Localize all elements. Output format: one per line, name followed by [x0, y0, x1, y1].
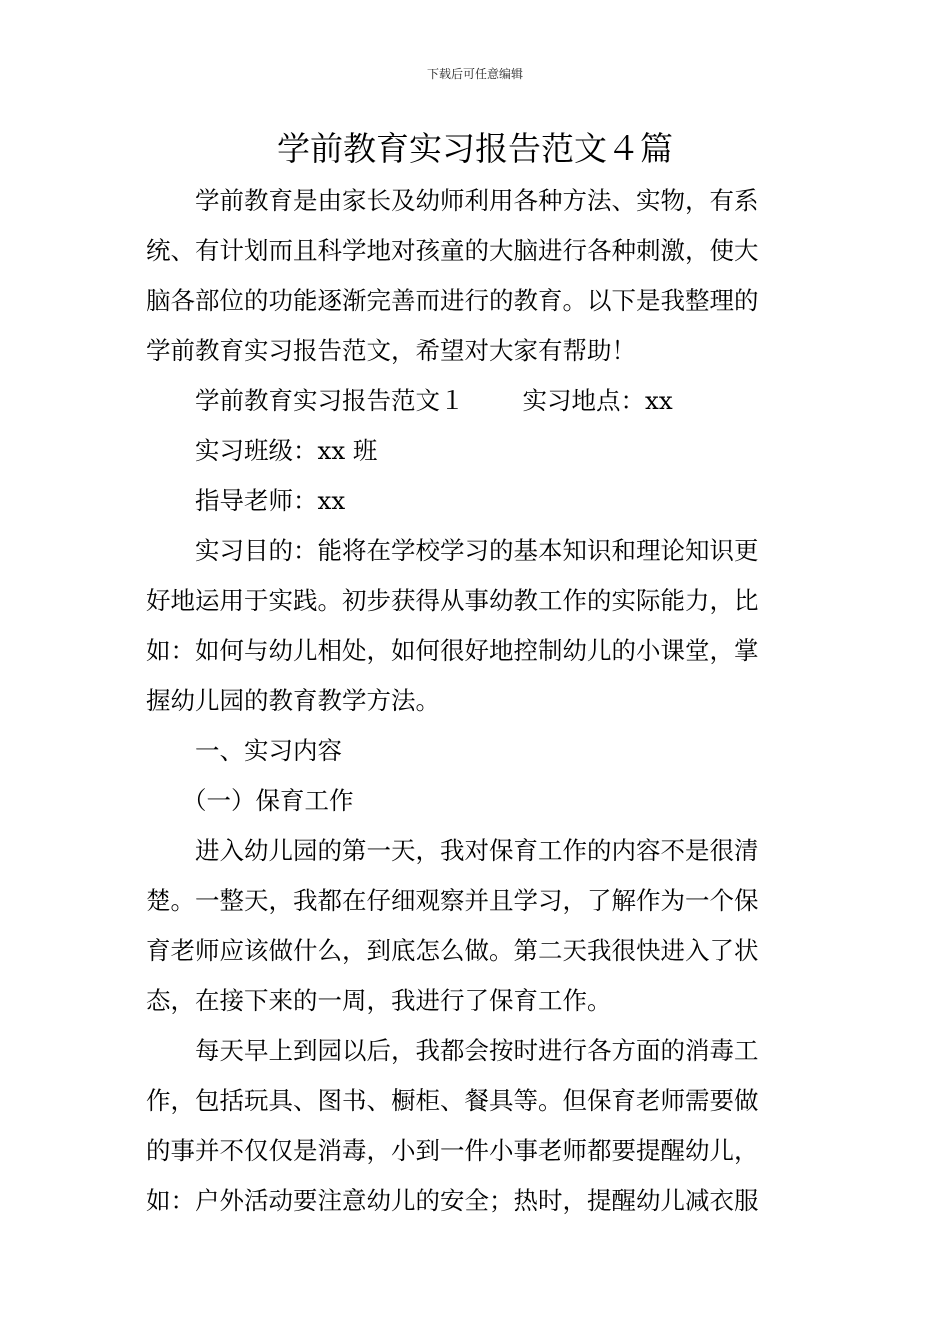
subsection-heading: （一）保育工作 [182, 786, 354, 815]
section-heading: 一、实习内容 [195, 736, 342, 765]
intro-line: 学前教育是由家长及幼师利用各种方法、实物，有系 [195, 186, 759, 215]
essay-heading-row [146, 376, 806, 426]
location-label: 实习地点：xx [522, 386, 673, 415]
paragraph-line: 进入幼儿园的第一天，我对保育工作的内容不是很清 [195, 836, 759, 865]
body-paragraph [146, 1026, 806, 1226]
paragraph-line: 楚。一整天，我都在仔细观察并且学习，了解作为一个保 [146, 886, 759, 915]
purpose-line: 实习目的：能将在学校学习的基本知识和理论知识更 [195, 536, 759, 565]
paragraph-line: 如：户外活动要注意幼儿的安全；热时，提醒幼儿减衣服 [146, 1186, 759, 1215]
paragraph-line: 的事并不仅仅是消毒，小到一件小事老师都要提醒幼儿， [146, 1136, 759, 1165]
purpose-paragraph [146, 526, 806, 726]
intro-line: 学前教育实习报告范文，希望对大家有帮助！ [146, 336, 636, 365]
purpose-line: 如：如何与幼儿相处，如何很好地控制幼儿的小课堂，掌 [146, 636, 759, 665]
document-title: 学前教育实习报告范文４篇 [277, 129, 673, 168]
header-note: 下载后可任意编辑 [426, 67, 523, 81]
purpose-line: 握幼儿园的教育教学方法。 [146, 686, 440, 715]
essay-heading: 学前教育实习报告范文１ [195, 386, 465, 415]
paragraph-line: 作，包括玩具、图书、橱柜、餐具等。但保育老师需要做 [146, 1086, 759, 1115]
paragraph-line: 每天早上到园以后，我都会按时进行各方面的消毒工 [195, 1036, 759, 1065]
teacher-label: 指导老师：xx [195, 486, 346, 515]
class-row [146, 426, 806, 476]
section-heading-row [146, 726, 806, 776]
body-paragraph [146, 826, 806, 1026]
teacher-row [146, 476, 806, 526]
paragraph-line: 态，在接下来的一周，我进行了保育工作。 [146, 986, 612, 1015]
intro-line: 统、有计划而且科学地对孩童的大脑进行各种刺激，使大 [146, 236, 759, 265]
paragraph-line: 育老师应该做什么，到底怎么做。第二天我很快进入了状 [146, 936, 759, 965]
subsection-heading-row [146, 776, 806, 826]
class-label: 实习班级：xx 班 [195, 436, 378, 465]
intro-paragraph [146, 176, 806, 376]
purpose-line: 好地运用于实践。初步获得从事幼教工作的实际能力，比 [146, 586, 759, 615]
intro-line: 脑各部位的功能逐渐完善而进行的教育。以下是我整理的 [146, 286, 759, 315]
